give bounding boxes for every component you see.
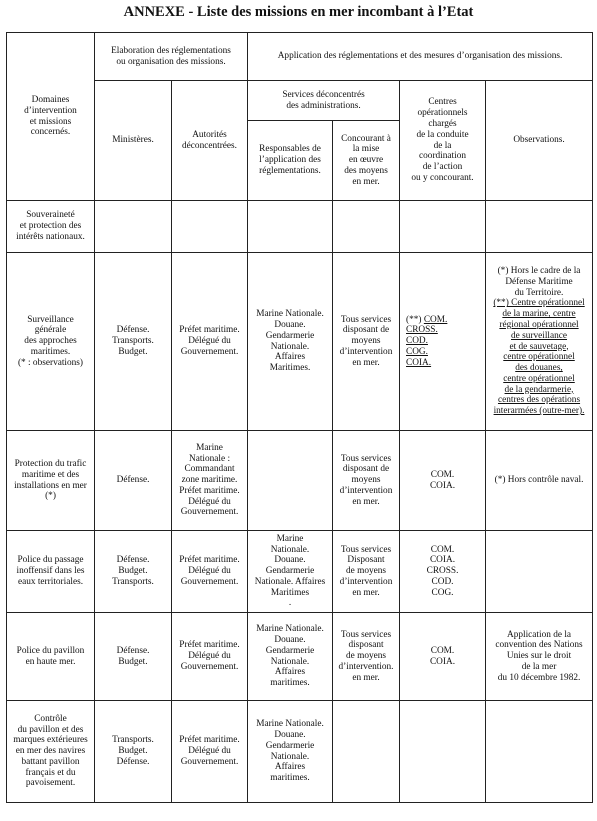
section-row [7,201,593,253]
table-row [7,253,593,431]
centre-code: COG. [406,346,428,357]
domaine-cell: Police du pavillon en haute mer. [7,613,95,701]
centres-cell: COM. COIA. [400,431,486,531]
centres-cell [400,701,486,803]
domaine-cell: Police du passage inoffensif dans les eaux territoriales. [7,531,95,613]
header-centres: Centres opérationnels chargés de la conduite de la coordination de l’action ou y concourant. [400,81,486,201]
responsables-cell: Marine Nationale. Douane. Gendarmerie Nationale. Affaires maritimes. [248,613,333,701]
header-services: Services déconcentrés des administrations. [248,81,400,121]
autorites-cell: Préfet maritime. Délégué du Gouvernement. [172,613,248,701]
autorites-cell: Préfet maritime. Délégué du Gouvernement. [172,253,248,431]
autorites-cell: Préfet maritime. Délégué du Gouvernement. [172,531,248,613]
table-row [7,701,593,803]
table-row [7,531,593,613]
observations-cell [486,701,593,803]
header-observations: Observations. [486,81,593,201]
missions-table [6,32,593,803]
header-elaboration: Elaboration des réglementations ou organisation des missions. [95,33,248,81]
autorites-cell: Marine Nationale : Commandant zone maritime. Préfet maritime. Délégué du Gouvernement. [172,431,248,531]
page-title: ANNEXE - Liste des missions en mer incombant à l’Etat [123,4,474,20]
concourant-cell: Tous services Disposant de moyens d’intervention en mer. [333,531,400,613]
observations-cell: Application de la convention des Nations Unies sur le droit de la mer du 10 décembre 1982. [486,613,593,701]
concourant-cell: Tous services disposant de moyens d’intervention en mer. [333,431,400,531]
responsables-cell [248,431,333,531]
concourant-cell: Tous services disposant de moyens d’intervention en mer. [333,253,400,431]
centres-cell [400,253,486,431]
header-application: Application des réglementations et des mesures d’organisation des missions. [248,33,593,81]
ministeres-cell: Défense. Transports. Budget. [95,253,172,431]
domaine-cell: Contrôle du pavillon et des marques extérieures en mer des navires battant pavillon français et du pavoisement. [7,701,95,803]
ministeres-cell: Défense. Budget. Transports. [95,531,172,613]
autorites-cell: Préfet maritime. Délégué du Gouvernement. [172,701,248,803]
domaine-cell: Surveillance générale des approches maritimes. (* : observations) [7,253,95,431]
centre-code: COIA. [406,357,432,368]
responsables-cell: Marine Nationale. Douane. Gendarmerie Nationale. Affaires Maritimes . [248,531,333,613]
observations-cell: (*) Hors contrôle naval. [486,431,593,531]
responsables-cell: Marine Nationale. Douane. Gendarmerie Nationale. Affaires maritimes. [248,701,333,803]
concourant-cell [333,701,400,803]
header-responsables: Responsables de l’application des réglementations. [248,121,333,201]
ministeres-cell: Défense. [95,431,172,531]
table-row [7,613,593,701]
observations-cell [486,531,593,613]
concourant-cell: Tous services disposant de moyens d’intervention. en mer. [333,613,400,701]
domaine-cell: Protection du trafic maritime et des installations en mer (*) [7,431,95,531]
centres-cell: COM. COIA. CROSS. COD. COG. [400,531,486,613]
header-concourant: Concourant à la mise en œuvre des moyens en mer. [333,121,400,201]
header-ministeres: Ministères. [95,81,172,201]
header-autorites: Autorités déconcentrées. [172,81,248,201]
centre-code: COM. [423,314,448,325]
centres-prefix: (**) [406,314,424,325]
ministeres-cell: Défense. Budget. [95,613,172,701]
observation-footnote: (**) Centre opérationnel de la marine, centre régional opérationnel de surveillance et de sauvetage, centre opérationnel des douanes, centre opérationnel de la gendarmerie, centres des opérations interarmées (outre-mer). [493,298,585,417]
header-domaines: Domaines d’intervention et missions concernés. [7,33,95,201]
observation-note: (*) Hors le cadre de la Défense Maritime du Territoire. [497,266,581,298]
ministeres-cell: Transports. Budget. Défense. [95,701,172,803]
responsables-cell: Marine Nationale. Douane. Gendarmerie Nationale. Affaires Maritimes. [248,253,333,431]
observations-cell [486,253,593,431]
section-heading: Souveraineté et protection des intérêts nationaux. [7,201,95,253]
centres-cell: COM. COIA. [400,613,486,701]
centre-code: COD. [406,336,428,347]
centre-code: CROSS. [406,325,438,336]
table-row [7,431,593,531]
